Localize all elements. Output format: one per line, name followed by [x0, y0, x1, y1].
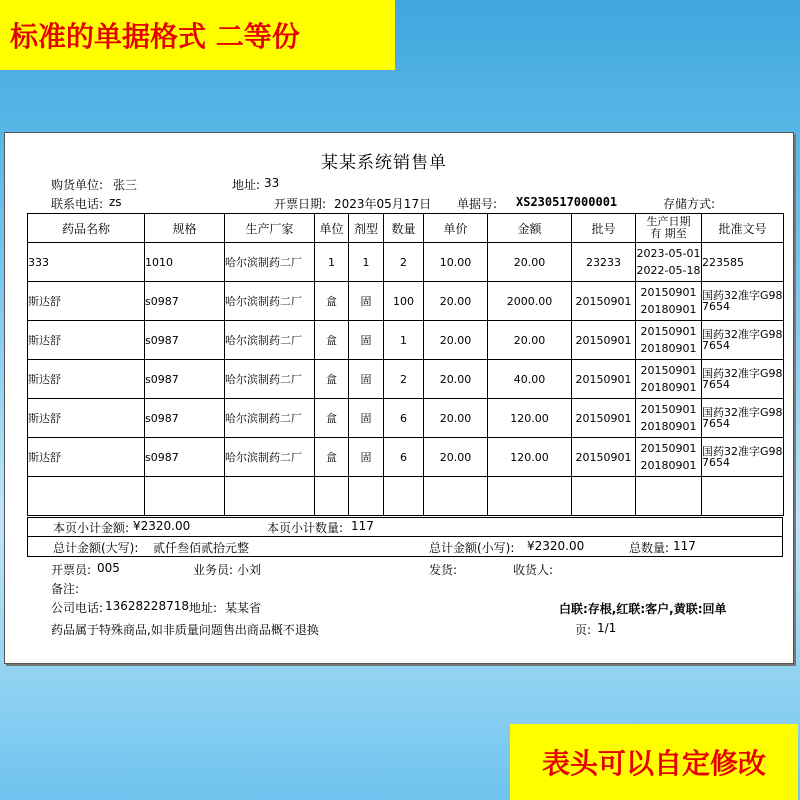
- cell-prod-date: 20150901: [640, 403, 697, 416]
- col-header-expiry: [636, 214, 702, 243]
- receiver-label: 收货人:: [513, 563, 554, 577]
- cell-unit: 盒: [315, 399, 349, 438]
- cell-batch: 20150901: [572, 282, 636, 321]
- cell-price: 20.00: [424, 282, 488, 321]
- cell-maker: 哈尔滨制药二厂: [225, 438, 315, 477]
- storage-label: 存储方式:: [663, 197, 716, 211]
- company-phone-label: 公司电话:: [51, 601, 104, 615]
- cell-batch: 20150901: [572, 321, 636, 360]
- cell-prod-date: 2023-05-01: [636, 247, 701, 260]
- address-value: 33: [264, 176, 280, 190]
- total-upper-label: 总计金额(大写):: [53, 541, 139, 555]
- col-header-unit: 单位: [315, 214, 349, 243]
- ship-label: 发货:: [429, 563, 458, 577]
- cell-price: 20.00: [424, 399, 488, 438]
- cell-qty: 100: [384, 282, 424, 321]
- cell-batch: 23233: [572, 243, 636, 282]
- cell-dates: [636, 360, 702, 399]
- cell-exp-date: 2022-05-18: [636, 264, 701, 277]
- company-addr-label: 地址:: [189, 601, 218, 615]
- issuer-label: 开票员:: [51, 563, 92, 577]
- phone-value: zs: [109, 195, 122, 209]
- col-header-expiry-line2: 有 期至: [650, 227, 687, 240]
- cell-amount: 120.00: [488, 399, 572, 438]
- cell-unit: 盒: [315, 321, 349, 360]
- summary-divider-2: [27, 536, 783, 537]
- cell-approval: 国药32准字G987654: [702, 438, 784, 477]
- cell-form: 固: [349, 282, 384, 321]
- col-header-qty: 数量: [384, 214, 424, 243]
- cell-spec: s0987: [145, 282, 225, 321]
- cell-form: 固: [349, 438, 384, 477]
- col-header-price: 单价: [424, 214, 488, 243]
- cell-amount: 20.00: [488, 243, 572, 282]
- cell-dates: [636, 438, 702, 477]
- cell-qty: 1: [384, 321, 424, 360]
- cell-form: 1: [349, 243, 384, 282]
- cell-unit: 1: [315, 243, 349, 282]
- table-row: [28, 321, 784, 360]
- cell-maker: 哈尔滨制药二厂: [225, 399, 315, 438]
- cell-exp-date: 20180901: [640, 342, 697, 355]
- cell-prod-date: 20150901: [640, 325, 697, 338]
- table-row: [28, 399, 784, 438]
- cell-price: 20.00: [424, 360, 488, 399]
- items-table: [27, 213, 784, 516]
- cell-name: 斯达舒: [28, 438, 145, 477]
- summary-left-border: [27, 517, 28, 556]
- salesman-value: 小刘: [237, 563, 262, 577]
- cell-form: 固: [349, 321, 384, 360]
- table-row: [28, 243, 784, 282]
- cell-amount: 20.00: [488, 321, 572, 360]
- cell-exp-date: 20180901: [640, 459, 697, 472]
- cell-amount: 2000.00: [488, 282, 572, 321]
- cell-approval: 国药32准字G987654: [702, 399, 784, 438]
- total-upper-value: 贰仟叁佰贰拾元整: [153, 541, 250, 555]
- cell-approval: 国药32准字G987654: [702, 360, 784, 399]
- table-row: [28, 360, 784, 399]
- cell-prod-date: 20150901: [640, 364, 697, 377]
- cell-qty: 6: [384, 438, 424, 477]
- cell-spec: s0987: [145, 399, 225, 438]
- table-row: [28, 282, 784, 321]
- page-qty-value: 117: [351, 519, 374, 533]
- buyer-value: 张三: [113, 178, 138, 192]
- cell-spec: s0987: [145, 321, 225, 360]
- cell-approval: 国药32准字G987654: [702, 321, 784, 360]
- cell-spec: s0987: [145, 360, 225, 399]
- page-qty-label: 本页小计数量:: [267, 521, 344, 535]
- table-header-row: [28, 214, 784, 243]
- page-value: 1/1: [597, 621, 617, 635]
- cell-amount: 40.00: [488, 360, 572, 399]
- col-header-expiry-line1: 生产日期: [646, 215, 691, 228]
- cell-batch: 20150901: [572, 360, 636, 399]
- cell-dates: [636, 321, 702, 360]
- policy-note: 药品属于特殊商品,如非质量问题售出商品概不退换: [51, 623, 319, 637]
- cell-name: 斯达舒: [28, 282, 145, 321]
- col-header-name: 药品名称: [28, 214, 145, 243]
- cell-batch: 20150901: [572, 399, 636, 438]
- col-header-batch: 批号: [572, 214, 636, 243]
- cell-exp-date: 20180901: [640, 420, 697, 433]
- col-header-spec: 规格: [145, 214, 225, 243]
- cell-maker: 哈尔滨制药二厂: [225, 360, 315, 399]
- cell-qty: 2: [384, 360, 424, 399]
- page-amount-label: 本页小计金额:: [53, 521, 130, 535]
- cell-maker: 哈尔滨制药二厂: [225, 243, 315, 282]
- cell-price: 10.00: [424, 243, 488, 282]
- top-banner-text: 标准的单据格式 二等份: [10, 20, 300, 53]
- cell-qty: 6: [384, 399, 424, 438]
- cell-exp-date: 20180901: [640, 381, 697, 394]
- cell-prod-date: 20150901: [640, 442, 697, 455]
- cell-form: 固: [349, 399, 384, 438]
- cell-batch: 20150901: [572, 438, 636, 477]
- cell-dates: [636, 243, 702, 282]
- docno-label: 单据号:: [457, 197, 498, 211]
- document-title: 某某系统销售单: [321, 153, 447, 173]
- cell-name: 斯达舒: [28, 399, 145, 438]
- salesman-label: 业务员:: [193, 563, 234, 577]
- total-lower-value: ¥2320.00: [527, 539, 585, 553]
- total-qty-value: 117: [673, 539, 696, 553]
- cell-unit: 盒: [315, 360, 349, 399]
- issuer-value: 005: [97, 561, 120, 575]
- cell-price: 20.00: [424, 321, 488, 360]
- remark-label: 备注:: [51, 582, 80, 596]
- cell-qty: 2: [384, 243, 424, 282]
- company-addr-value: 某某省: [225, 601, 262, 615]
- cell-price: 20.00: [424, 438, 488, 477]
- cell-maker: 哈尔滨制药二厂: [225, 321, 315, 360]
- summary-divider-3: [27, 556, 783, 557]
- summary-divider: [27, 517, 783, 518]
- buyer-label: 购货单位:: [51, 178, 104, 192]
- page-label: 页:: [575, 623, 592, 637]
- cell-name: 333: [28, 243, 145, 282]
- cell-spec: 1010: [145, 243, 225, 282]
- cell-name: 斯达舒: [28, 360, 145, 399]
- total-qty-label: 总数量:: [629, 541, 670, 555]
- address-label: 地址:: [232, 178, 261, 192]
- cell-name: 斯达舒: [28, 321, 145, 360]
- company-phone-value: 13628228718: [105, 599, 189, 613]
- bottom-banner: [510, 724, 798, 800]
- docno-value: XS230517000001: [516, 195, 618, 209]
- bottom-banner-text: 表头可以自定修改: [541, 747, 766, 780]
- table-row: [28, 438, 784, 477]
- summary-right-border: [782, 517, 783, 556]
- cell-prod-date: 20150901: [640, 286, 697, 299]
- page-amount-value: ¥2320.00: [133, 519, 191, 533]
- sales-document: [4, 132, 794, 664]
- cell-approval: 223585: [702, 243, 784, 282]
- cell-amount: 120.00: [488, 438, 572, 477]
- cell-dates: [636, 399, 702, 438]
- top-banner: [0, 0, 395, 70]
- copies-note: 白联:存根,红联:客户,黄联:回单: [559, 602, 727, 616]
- cell-dates: [636, 282, 702, 321]
- cell-exp-date: 20180901: [640, 303, 697, 316]
- date-label: 开票日期:: [274, 197, 327, 211]
- cell-form: 固: [349, 360, 384, 399]
- col-header-maker: 生产厂家: [225, 214, 315, 243]
- cell-approval: 国药32准字G987654: [702, 282, 784, 321]
- phone-label: 联系电话:: [51, 197, 104, 211]
- cell-maker: 哈尔滨制药二厂: [225, 282, 315, 321]
- cell-unit: 盒: [315, 282, 349, 321]
- total-lower-label: 总计金额(小写):: [429, 541, 515, 555]
- cell-unit: 盒: [315, 438, 349, 477]
- date-value: 2023年05月17日: [334, 197, 432, 211]
- table-row-empty: [28, 477, 784, 516]
- cell-spec: s0987: [145, 438, 225, 477]
- col-header-form: 剂型: [349, 214, 384, 243]
- col-header-amount: 金额: [488, 214, 572, 243]
- col-header-approval: 批准文号: [702, 214, 784, 243]
